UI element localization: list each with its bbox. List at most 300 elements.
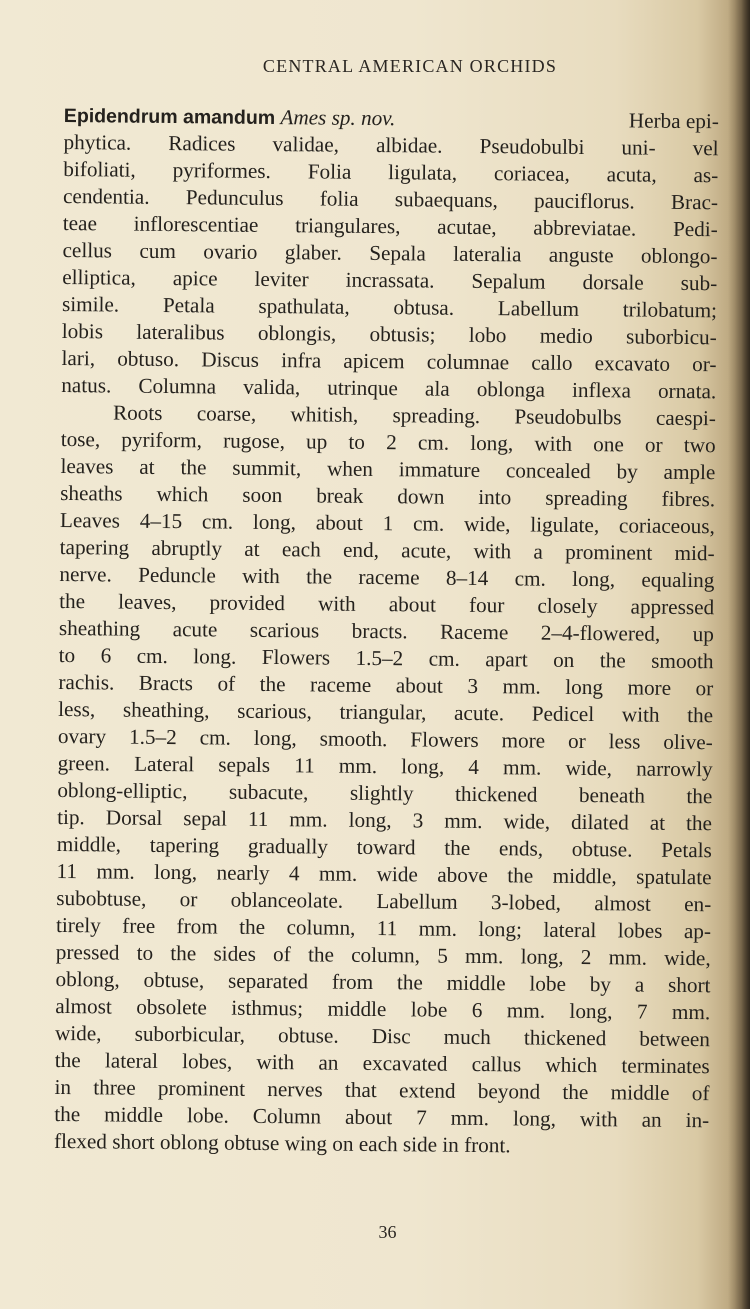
running-header: CENTRAL AMERICAN ORCHIDS [262,56,558,76]
word: 11 [56,858,78,884]
word: the [306,564,333,589]
word: leaves [60,453,114,479]
word: closely [537,593,598,619]
word: sheaths [60,480,123,506]
word: en- [684,891,712,917]
word: long, [253,725,297,751]
word: 2–4-flowered, [540,620,661,646]
word: from [176,914,218,939]
word: with [473,538,512,564]
word: caespi- [655,405,717,431]
word: cm. [136,643,169,669]
word: when [326,456,374,481]
word: lateralibus [136,319,225,345]
word: the [180,455,207,480]
word: end, [342,537,380,563]
word: tip. [57,804,85,830]
word: triangulares, [295,213,401,239]
word: acute. [453,700,505,726]
word: by [616,459,638,484]
word: up [692,622,715,647]
word: 4 [288,861,300,886]
word: Pseudobulbs [514,404,622,430]
word: elliptica, [62,264,136,290]
word: cm. [514,566,546,591]
word: to [348,429,366,454]
word: incrassata. [345,267,435,293]
word: mm. [671,999,711,1025]
word: oblongo- [640,243,718,269]
word: sepal [183,806,228,831]
word: which [156,481,209,507]
word: long, [154,859,198,885]
word: in- [685,1108,710,1133]
word: 5 [437,943,448,968]
word: terminates [621,1053,710,1079]
word: smooth. [319,726,388,752]
word: cm. [199,725,232,750]
word: apicem [343,348,405,374]
word: mm. [96,859,135,884]
word: 3 [467,673,479,699]
word: or [644,432,663,457]
word: ap- [683,918,712,944]
word: Labellum [497,296,580,321]
word: ligulata, [388,160,458,185]
word: acute [172,617,218,642]
word: rachis. [58,669,115,695]
word: about [315,510,363,535]
word: the [239,914,266,939]
word: the [259,671,286,697]
word: column, [351,942,421,968]
word: oblonga [476,376,546,402]
word: dorsale [582,269,644,295]
word: the [396,970,423,995]
word: simile. [61,291,120,317]
word: ala [424,376,450,401]
page-number: 36 [378,1222,397,1242]
word: in [54,1074,72,1100]
word: a [634,972,645,997]
word: the [507,863,534,888]
word: ample [663,459,716,485]
word: bracts. [351,618,408,644]
word: or [179,887,198,912]
word: ornata. [657,378,717,404]
word: mid- [674,540,715,566]
word: glaber. [284,240,343,265]
word: coriacea, [493,161,570,186]
word: sheathing, [122,697,210,723]
word: wide [376,862,418,887]
word: of [273,942,291,967]
word: suborbicular, [134,1021,246,1047]
word: valida, [243,374,301,400]
word: the [307,942,335,967]
word: each [281,537,321,562]
word: long, [348,807,392,833]
word: separated [227,968,309,994]
word: 11 [247,806,269,831]
word: up [306,429,328,454]
word: raceme [358,564,420,590]
word: or- [692,352,717,377]
word: apart [485,647,528,672]
word: wide, [54,1020,102,1046]
word: pauciflorus. [533,188,635,214]
word: the [686,784,713,809]
word: about [388,592,437,617]
word: abbreviatae. [533,215,637,241]
word: Pseudobulbi [479,133,585,159]
word: long; [478,917,523,942]
word: Petala [162,292,215,318]
word: cendentia. [62,183,150,209]
word: lobes, [182,1049,233,1074]
word: a [533,539,544,564]
word: obtuse. [277,1023,339,1048]
word: more [627,675,672,700]
word: columnae [426,349,510,375]
word: acute, [401,538,452,563]
word: with [256,1049,295,1075]
word: 4 [468,754,480,780]
word: long, [572,566,616,592]
word: almost [594,891,651,916]
word: 1.5–2 [355,645,404,671]
word: leviter [254,266,309,292]
species-name: Epidendrum amandum [63,104,276,130]
word: middle [104,1102,164,1127]
word: 6 [100,643,112,668]
word: subacute, [228,779,309,805]
word: with [621,702,660,727]
word: equaling [641,567,715,593]
word: pyriformes. [172,158,272,183]
word: albidae. [375,132,443,158]
word: soon [242,482,283,508]
word: concealed [505,458,591,484]
word: about [395,673,443,698]
word: tose, [60,426,101,452]
word: medio [539,323,593,349]
word: long, [512,1106,557,1131]
word: of [217,671,236,696]
word: with [317,591,356,616]
word: less [608,729,641,754]
page-edge-shadow [728,0,750,1309]
word: scarious [249,617,320,643]
word: to [58,642,76,668]
word: tapering [149,832,220,858]
word: two [683,432,716,458]
word: break [316,483,364,508]
word: less, [58,696,96,722]
word: column, [286,915,356,940]
word: obtuso. [117,346,180,372]
word: gradually [247,833,329,859]
word: mm. [506,998,546,1023]
word: Sepala [369,240,426,266]
word: validae, [272,132,340,157]
word: wide, [503,809,551,834]
word: 3-lobed, [490,890,562,915]
word: long, [520,944,564,969]
word: wide, [664,945,711,971]
word: scarious, [237,698,312,724]
word: sub- [680,270,718,296]
word: Disc [371,1023,411,1049]
word: tirely [55,912,101,938]
word: which [545,1052,598,1078]
word: apice [172,266,218,291]
word: leaves, [118,589,177,615]
word: natus. [61,372,112,398]
word: lobis [61,318,104,344]
word: appressed [630,594,715,620]
word: slightly [349,780,414,806]
word: 2 [386,430,397,455]
word: raceme [310,672,372,697]
word: or [567,728,586,754]
word: sheathing [58,615,141,641]
word: spathulata, [258,293,350,319]
word: to [136,940,154,965]
word: suborbicu- [625,324,717,350]
word: Pedicel [531,701,595,727]
word: inflexa [571,377,632,403]
word: abruptly [151,535,223,561]
word: isthmus; [231,995,304,1021]
word: 1.5–2 [128,724,177,750]
word: Pedi- [672,216,718,242]
word: callo [531,350,573,375]
word: thickened [523,1025,607,1051]
word: cm. [417,430,450,455]
word: trilobatum; [622,297,718,323]
word: oblong-elliptic, [57,777,188,804]
species-description [54,102,719,1161]
word: an [318,1050,339,1075]
word: rugose, [223,428,286,454]
word: spreading [545,485,628,511]
word: as- [693,163,719,188]
word: Columna [138,373,217,399]
species-author: Ames sp. nov. [280,105,396,131]
word: folia [319,186,359,211]
word: 2 [580,945,592,970]
word: the [54,1101,81,1127]
word: Roots [112,400,163,425]
word: lobes [617,918,663,943]
word: beneath [578,782,645,808]
word: three [93,1075,136,1100]
word: lobe [529,971,567,996]
word: whitish, [290,402,359,427]
word: long. [193,644,237,669]
word: tapering [59,534,130,560]
word: free [122,913,156,938]
word: mm. [338,753,378,779]
word: bifoliati, [63,156,136,182]
word: obtuse, [143,967,205,993]
word: cellus [62,237,113,263]
word: 11 [294,753,315,778]
word: nearly [216,860,270,886]
word: acuta, [606,162,657,187]
word: spatulate [636,864,712,890]
word: excavated [362,1050,448,1076]
word: short [667,972,711,998]
word: four [468,592,505,618]
word: lateralia [453,241,522,267]
word: middle [610,1080,670,1105]
word: into [478,484,512,510]
word: oblongis, [257,320,337,346]
word: middle, [56,831,122,857]
word: extend [398,1078,456,1103]
word: wide, [463,511,511,537]
word: Column [252,1103,322,1129]
word: at [649,810,666,835]
word: cm. [201,509,234,534]
word: phytica. [63,129,132,155]
word: Petals [661,837,712,863]
word: of [691,1081,710,1106]
word: 3 [412,808,424,833]
word: long, [252,509,297,535]
word: mm. [289,807,328,832]
word: at [139,454,155,479]
word: the [562,1079,589,1105]
word: subaequans, [394,187,498,213]
word: middle [446,970,506,996]
word: teae [62,210,98,236]
word: beyond [477,1079,541,1104]
word: lateral [543,917,597,943]
word: Sepalum [471,268,546,294]
word: Lateral [134,751,195,777]
word: ovary [57,723,107,749]
text-line: flexed short oblong obtuse wing on each side in front. [53,1128,511,1158]
word: provided [209,590,286,616]
word: the [687,703,714,728]
word: oblong, [55,966,120,992]
word: long, [569,998,613,1024]
word: at [244,536,260,561]
word: Pedunculus [185,185,284,211]
word: 8–14 [445,565,489,591]
word: Bracts [138,670,194,696]
word: 1 [382,511,394,536]
word: acutae, [437,214,497,240]
word: mm. [450,1105,490,1131]
word: Labellum [376,889,458,914]
word: triangular, [339,699,427,725]
word: dilated [570,809,629,835]
word: uni- [621,135,656,160]
word: ovario [203,239,258,264]
word: utrinque [327,375,399,401]
word: infra [281,348,322,373]
word: wide, [565,755,613,781]
word: mm. [465,943,504,969]
word: nerves [267,1076,323,1102]
word: mm. [502,674,541,699]
word: Peduncle [138,562,216,588]
word: between [639,1026,711,1052]
word: above [437,862,489,888]
word: long, [470,430,514,456]
word: the [170,941,197,966]
word: 7 [636,999,648,1024]
word: sepals [218,752,271,778]
word: olive- [663,729,713,755]
word: mm. [318,861,358,886]
word: ligulate, [530,512,600,538]
word: summit, [232,455,302,481]
word: much [443,1024,491,1050]
word: pyriform, [121,427,203,453]
word: with [242,563,280,589]
word: immature [398,457,481,483]
word: the [444,835,471,860]
word: Leaves [59,507,121,533]
word: lobe. [186,1103,229,1128]
word: excavato [594,351,671,376]
word: toward [356,834,416,860]
word: obsolete [136,994,207,1020]
word: sides [213,941,256,966]
word: Flowers [261,644,331,670]
word: Flowers [410,727,479,753]
word: anguste [548,242,614,268]
word: from [331,969,374,995]
word: obtusa. [393,295,455,320]
word: one [593,432,624,457]
word: narrowly [636,756,713,782]
word: subobtuse, [56,885,147,911]
word: cm. [412,511,445,536]
word: thickened [454,781,538,807]
word: inflorescentiae [133,211,259,237]
word: with [534,431,573,456]
word: the [54,1047,81,1073]
word: the [685,811,713,836]
word: long [565,674,604,700]
word: mm. [418,916,458,941]
text-line-content: Herba epi- [623,108,719,134]
word: an [641,1107,662,1132]
word: by [589,972,612,997]
word: with [579,1107,618,1132]
word: Radices [168,131,236,156]
word: nerve. [59,561,112,587]
word: cm. [428,646,460,671]
word: prominent [565,539,653,565]
word: fibres. [661,486,716,512]
word: almost [55,993,112,1019]
word: obtusis; [369,321,436,347]
word: more [501,728,546,753]
word: Folia [307,159,352,184]
word: oblanceolate. [230,887,344,913]
word: vel [692,136,719,161]
word: pressed [55,939,120,965]
word: 4–15 [139,508,183,534]
word: Raceme [439,619,509,645]
